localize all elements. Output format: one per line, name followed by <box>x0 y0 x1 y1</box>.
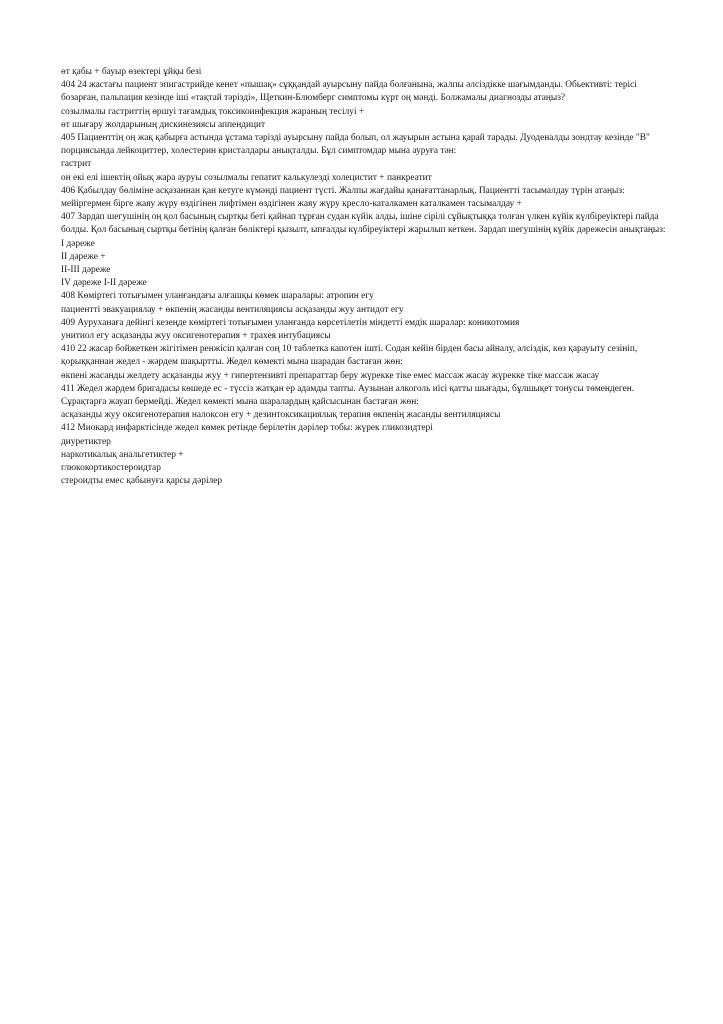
question-407: 407 Зардап шегушінің оң қол басының сыртқы беті қайнап тұрған судан күйік алды, ішіне сірілі сұйықтыққа толған үлкен күйік күлбіреуіктері пайда болды. Қол басының сыртқы бетінің қалған бөліктері қызылт, ыпғалды күлбіреуіктері жарылып кеткен. Зардап шегушінің күйік дәрежесін анықтаңыз: <box>61 212 666 236</box>
question-410: 410 22 жасар бойжеткен жігітімен ренжісіп қалған соң 10 таблетка капотен ішті. Содан кейін бірден басы айналу, әлсіздік, көз қарауыту сезініп, қорыққаннан жедел - жәрдем шақыртты. Жедел көмекті мына шарадан бастаған жөн: <box>61 344 638 368</box>
answer-options-405: он екі елі ішектің ойық жара ауруы созылмалы гепатит калькулезді холецистит + панкреатит <box>61 172 432 183</box>
answer-option: стероидты емес қабынуға қарсы дәрілер <box>61 476 223 487</box>
question-408: 408 Көміртегі тотығымен уланғандағы алғашқы көмек шаралары: атропин егу <box>61 291 374 302</box>
answer-option: I дәреже <box>61 238 95 249</box>
question-412: 412 Миокард инфарктісінде жедел көмек ретінде берілетін дәрілер тобы: жүрек гликозидтері <box>61 423 433 434</box>
answer-option: диуретиктер <box>61 436 111 447</box>
answer-option: гастрит <box>61 159 92 170</box>
question-404: 404 24 жастағы пациент эпигастрийде кенет «пышақ» сұққандай ауырсыну пайда болғанына, жалпы әлсіздікке шағымданды. Обьективті: терісі бозарған, пальпация кезінде іші «тақтай тәрізді», Щеткин-Блюмберг симптомы күрт оң мәнді. Болжамалы диагнозды атаңыз? <box>61 80 637 104</box>
answer-options-411: асқазанды жуу оксигенотерапия налоксон егу + дезинтоксикациялық терапия өкпенің жасанды вентиляциясы <box>61 410 501 421</box>
answer-option: II дәреже + <box>61 251 106 262</box>
question-409: 409 Ауруханаға дейінгі кезеңде көміртегі тотығымен уланғанда көрсетілетін міндетті емдік шаралар: коникотомия <box>61 317 520 328</box>
question-405: 405 Пациенттің оң жақ қабырға астында ұстама тәрізді ауырсыну пайда болып, ол жауырын астына қарай тарады. Дуоденалды зондтау кезінде "В" порциясында лейкоциттер, холестерин кристалдары анықталды. Бұл симптомдар мына ауруға тән: <box>61 133 650 157</box>
answer-option: II-III дәреже <box>61 265 111 276</box>
text-line: өт қабы + бауыр өзектері ұйқы безі <box>61 67 202 77</box>
answer-option: IV дәреже I-II дәреже <box>61 278 147 289</box>
answer-options-404a: созылмалы гастриттің өршуі тағамдық токсикоинфекция жараның тесілуі + <box>61 106 365 117</box>
answer-options-408: пациентті эвакуациялау + өкпенің жасанды вентиляциясы асқазанды жуу антидот егу <box>61 304 404 315</box>
answer-options-404b: өт шығару жолдарының дискинезиясы аппендицит <box>61 119 266 130</box>
answer-option: глюкокортикостероидтар <box>61 463 161 474</box>
document-body <box>61 66 667 489</box>
answer-options-410: өкпені жасанды желдету асқазанды жуу + гипертензивті препараттар беру жүрекке тіке емес массаж жасау жүрекке тіке массаж жасау <box>61 370 600 381</box>
question-411: 411 Жедел жәрдем бригадасы көшеде ес - түссіз жатқан ер адамды тапты. Аузынан алкоголь иісі қатты шығады, бұлшықет тонусы төмендеген. Сұрақтарға жауап бермейді. Жедел көмекті мына шаралардың қайсысынан бастаған жөн: <box>61 383 635 408</box>
answer-option: наркотикалық анальгетиктер + <box>61 449 184 460</box>
answer-options-406: мейіргермен бірге жаяу жүру өздігінен лифтімен өздігінен жаяу жүру кресло-каталкамен каталкамен тасымалдау + <box>61 199 522 210</box>
answer-options-409: унитиол егу асқазанды жуу оксигенотерапия + трахея интубациясы <box>61 331 331 342</box>
question-406: 406 Қабылдау бөліміне асқазаннан қан кетуге күмәнді пациент түсті. Жалпы жағдайы қанағаттанарлық. Пациентті тасымалдау түрін атаңыз: <box>61 185 625 196</box>
